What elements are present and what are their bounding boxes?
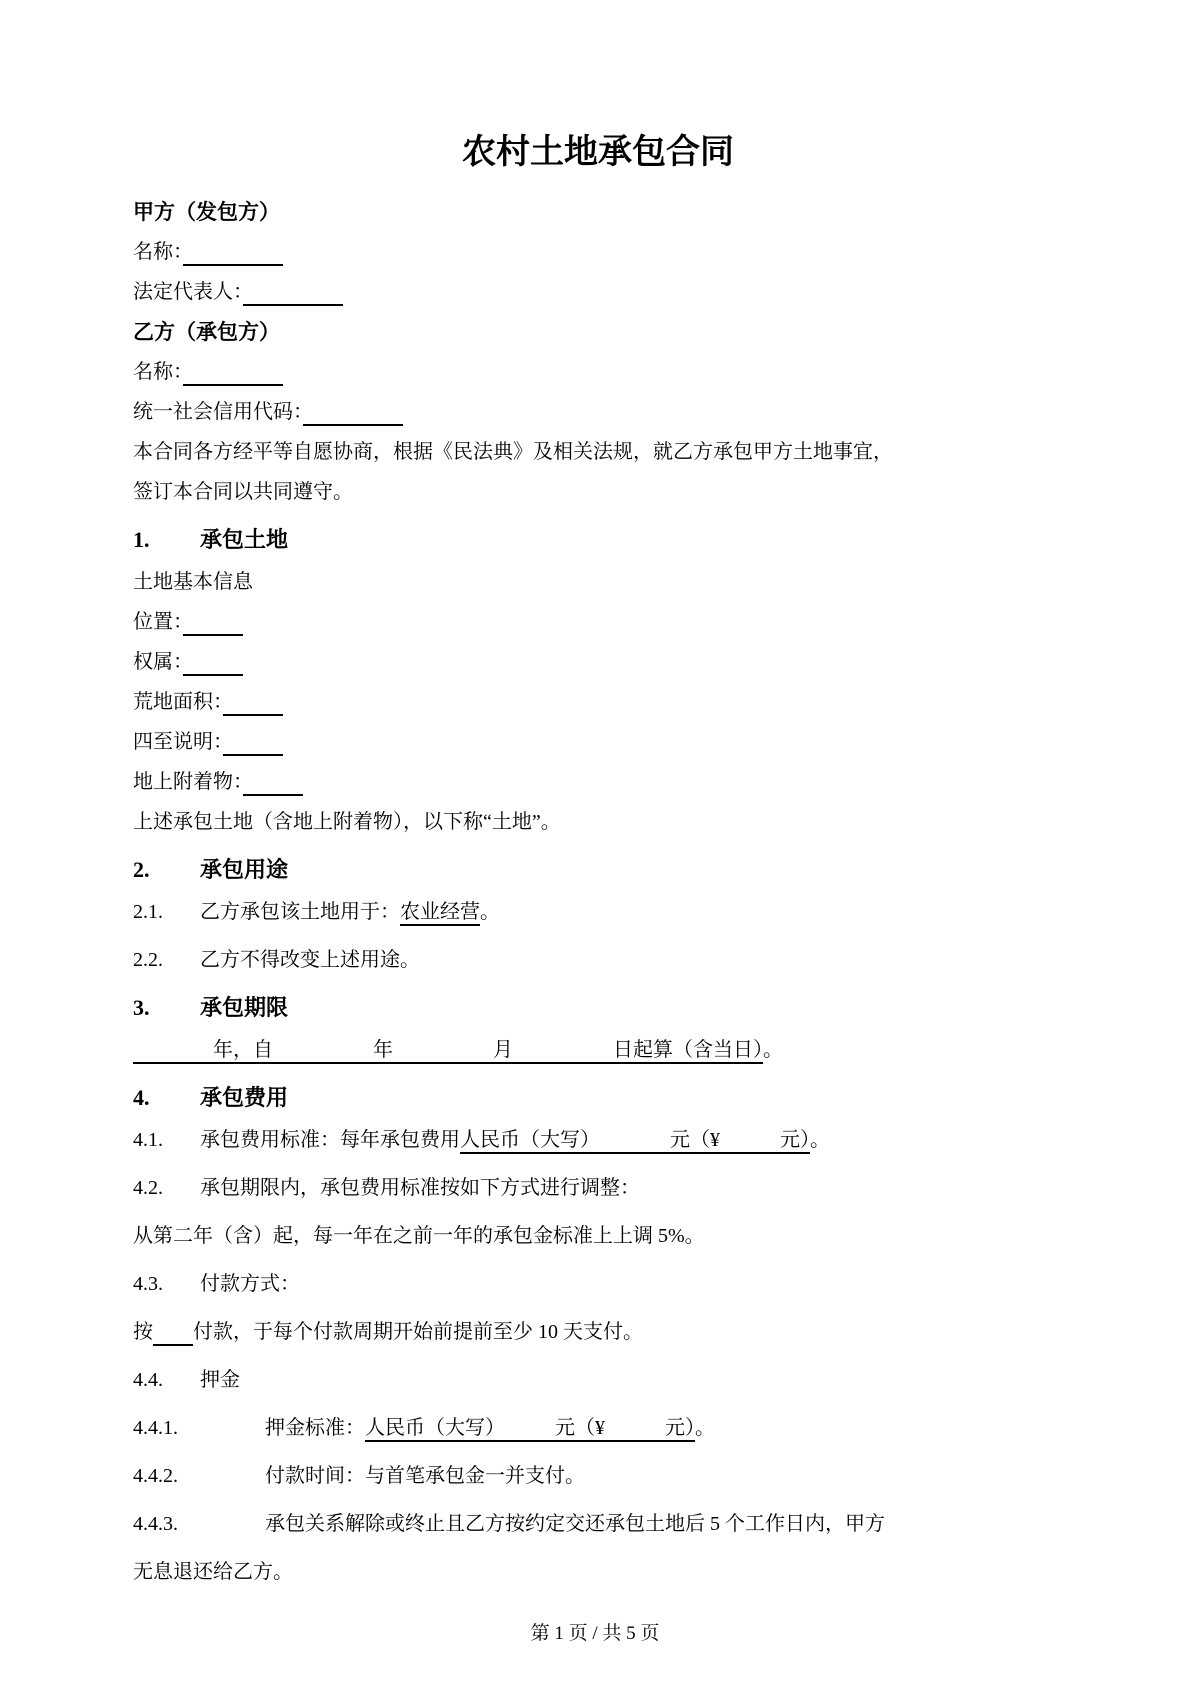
intro-paragraph-line2: 签订本合同以共同遵守。 (133, 481, 353, 503)
field-area (133, 682, 1063, 722)
section-1-title: 承包土地 (200, 527, 289, 552)
clause-4-4-text: 押金 (200, 1369, 240, 1391)
section-3-title: 承包期限 (200, 995, 289, 1020)
clause-4-3-note-post: 付款，于每个付款周期开始前提前至少 10 天支付。 (193, 1321, 643, 1343)
party-a-name-label: 名称： (133, 241, 183, 263)
land-info-heading: 土地基本信息 (133, 571, 253, 593)
party-b-heading: 乙方（承包方） (133, 320, 280, 344)
party-a-name-line (133, 232, 1063, 272)
term-line-blank: 年，自 年 月 日起算（含当日） (133, 1039, 763, 1064)
clause-4-4-2-text: 付款时间：与首笔承包金一并支付。 (265, 1465, 585, 1487)
party-b-credit-label: 统一社会信用代码： (133, 401, 303, 423)
field-attachments-blank (243, 771, 303, 796)
party-a-rep-label: 法定代表人： (133, 281, 243, 303)
clause-2-1-number: 2.1. (133, 901, 163, 923)
clause-4-4-1-number: 4.4.1. (133, 1417, 178, 1439)
section-3-heading (133, 988, 1063, 1028)
clause-4-3 (133, 1264, 1063, 1304)
section-4-title: 承包费用 (200, 1085, 289, 1110)
party-a-heading: 甲方（发包方） (133, 200, 280, 224)
clause-4-3-note-blank (153, 1321, 193, 1346)
section-2-heading (133, 850, 1063, 890)
clause-4-2-note: 从第二年（含）起，每一年在之前一年的承包金标准上上调 5%。 (133, 1225, 705, 1247)
field-boundaries (133, 722, 1063, 762)
clause-4-1 (133, 1120, 1063, 1160)
clause-4-1-number: 4.1. (133, 1129, 163, 1151)
document-title: 农村土地承包合同 (462, 134, 734, 171)
clause-4-2-text: 承包期限内，承包费用标准按如下方式进行调整： (200, 1177, 640, 1199)
clause-4-1-post: 。 (810, 1129, 830, 1151)
field-attachments (133, 762, 1063, 802)
clause-4-1-text: 承包费用标准：每年承包费用 (200, 1129, 460, 1151)
clause-4-3-note-pre: 按 (133, 1321, 153, 1343)
clause-4-3-note (133, 1312, 1063, 1352)
party-b-credit-blank (303, 401, 403, 426)
clause-4-4-3-number: 4.4.3. (133, 1513, 178, 1535)
clause-4-4-3 (133, 1504, 1063, 1544)
clause-4-3-text: 付款方式： (200, 1273, 300, 1295)
field-ownership-blank (183, 651, 243, 676)
section-4-heading (133, 1078, 1063, 1118)
clause-4-4-1-text: 押金标准： (265, 1417, 365, 1439)
clause-2-1-post: 。 (480, 901, 500, 923)
clause-2-2-text: 乙方不得改变上述用途。 (200, 949, 420, 971)
clause-4-4-3-continuation: 无息退还给乙方。 (133, 1561, 293, 1583)
field-location-label: 位置： (133, 611, 183, 633)
section-3-number: 3. (133, 995, 150, 1020)
section-2-number: 2. (133, 857, 150, 882)
clause-2-2-number: 2.2. (133, 949, 163, 971)
clause-4-4-1-post: 。 (695, 1417, 715, 1439)
intro-paragraph-line1: 本合同各方经平等自愿协商，根据《民法典》及相关法规，就乙方承包甲方土地事宜， (133, 441, 893, 463)
clause-4-4-1-underlined: 人民币（大写） 元（¥ 元） (365, 1417, 695, 1442)
term-line-post: 。 (763, 1039, 783, 1061)
land-note: 上述承包土地（含地上附着物），以下称“土地”。 (133, 811, 561, 833)
clause-4-4-3-text: 承包关系解除或终止且乙方按约定交还承包土地后 5 个工作日内，甲方 (265, 1513, 885, 1535)
clause-4-4-2-number: 4.4.2. (133, 1465, 178, 1487)
section-1-heading (133, 520, 1063, 560)
party-b-credit-line (133, 392, 1063, 432)
field-area-label: 荒地面积： (133, 691, 223, 713)
field-boundaries-blank (223, 731, 283, 756)
party-b-name-blank (183, 361, 283, 386)
section-1-number: 1. (133, 527, 150, 552)
field-area-blank (223, 691, 283, 716)
clause-4-4-number: 4.4. (133, 1369, 163, 1391)
clause-2-1 (133, 892, 1063, 932)
party-a-rep-line (133, 272, 1063, 312)
clause-2-1-text: 乙方承包该土地用于： (200, 901, 400, 923)
field-attachments-label: 地上附着物： (133, 771, 243, 793)
clause-2-1-underlined: 农业经营 (400, 901, 480, 926)
section-2-title: 承包用途 (200, 857, 289, 882)
clause-4-4-2 (133, 1456, 1063, 1496)
field-location (133, 602, 1063, 642)
clause-2-2 (133, 940, 1063, 980)
party-a-rep-blank (243, 281, 343, 306)
field-ownership-label: 权属： (133, 651, 183, 673)
party-b-name-label: 名称： (133, 361, 183, 383)
clause-4-4-1 (133, 1408, 1063, 1448)
section-4-number: 4. (133, 1085, 150, 1110)
clause-4-2 (133, 1168, 1063, 1208)
field-location-blank (183, 611, 243, 636)
field-boundaries-label: 四至说明： (133, 731, 223, 753)
clause-4-3-number: 4.3. (133, 1273, 163, 1295)
field-ownership (133, 642, 1063, 682)
party-a-name-blank (183, 241, 283, 266)
clause-4-4 (133, 1360, 1063, 1400)
clause-4-2-number: 4.2. (133, 1177, 163, 1199)
term-line (133, 1030, 1063, 1070)
party-b-name-line (133, 352, 1063, 392)
clause-4-1-underlined: 人民币（大写） 元（¥ 元） (460, 1129, 810, 1154)
page-footer: 第 1 页 / 共 5 页 (530, 1623, 660, 1644)
